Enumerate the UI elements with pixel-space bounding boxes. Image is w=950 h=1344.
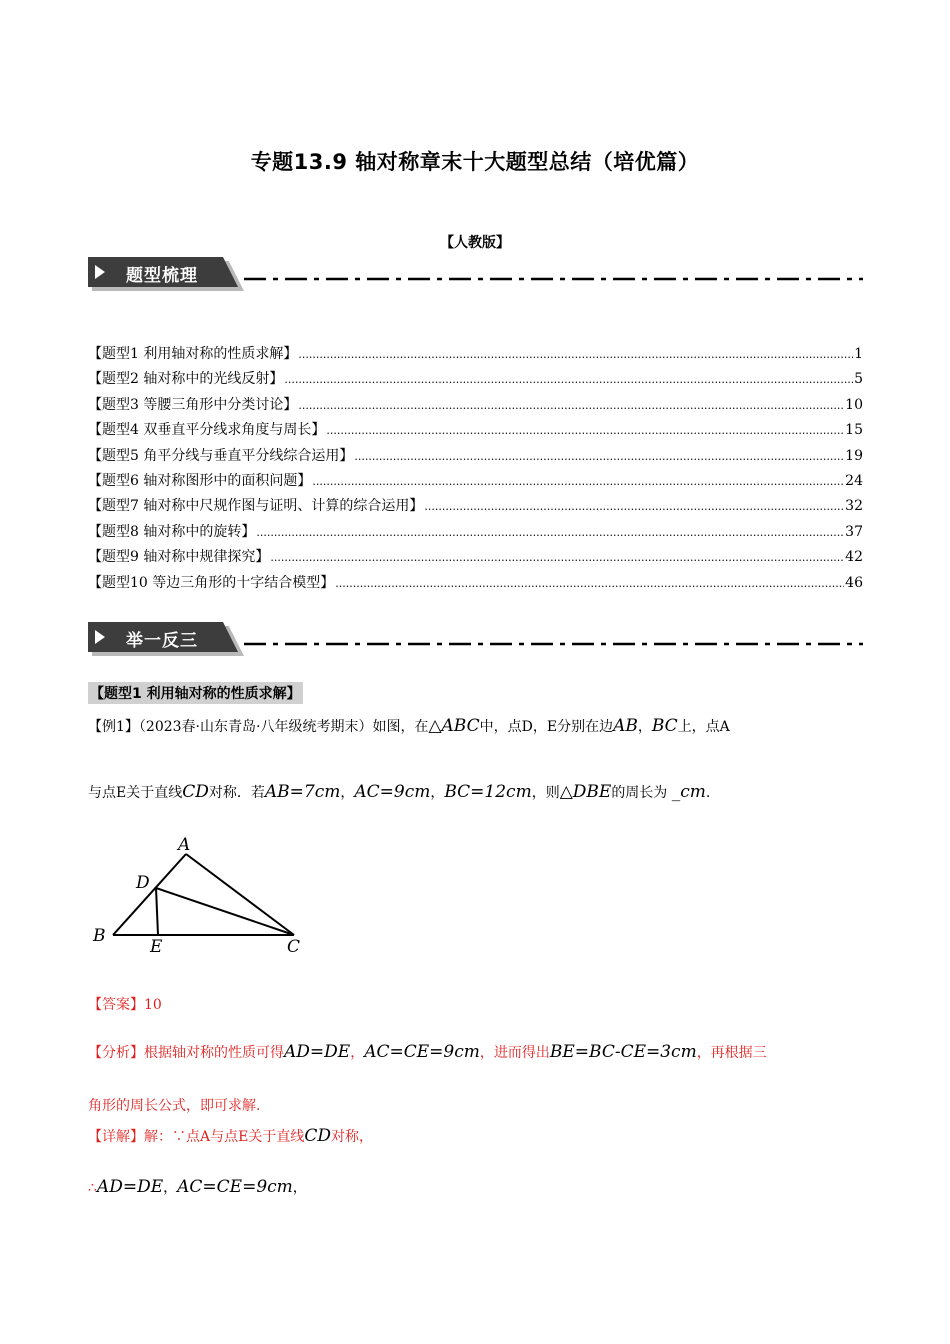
- line-cd: CD: [182, 782, 209, 802]
- toc-page-number: 10: [845, 396, 863, 413]
- text: ，则: [531, 785, 560, 801]
- play-arrow-icon: [95, 265, 105, 279]
- toc-entry[interactable]: [88, 343, 863, 368]
- edition-label: 【人教版】: [440, 235, 510, 251]
- detail-line-2: ∴AD=DE，AC=CE=9cm，: [88, 1177, 307, 1197]
- toc-leader-dots: [326, 422, 844, 438]
- document-title: 专题13.9 轴对称章末十大题型总结（培优篇）: [250, 150, 700, 174]
- label-c: C: [287, 937, 301, 957]
- toc-entry[interactable]: [88, 368, 863, 393]
- text: 对称，: [330, 1129, 373, 1145]
- segment-ab: AB: [613, 716, 638, 736]
- toc-entry-title: 【题型3 等腰三角形中分类讨论】: [88, 396, 298, 413]
- analysis-line-2: 角形的周长公式，即可求解.: [88, 1098, 261, 1114]
- dash-dot-line: [244, 642, 863, 646]
- banner-label: 举一反三: [126, 631, 198, 651]
- segment-bc: BC: [651, 716, 678, 736]
- label-e: E: [150, 937, 163, 957]
- toc-page-number: 5: [854, 371, 863, 388]
- equation: BC=12cm: [444, 782, 532, 802]
- therefore-symbol: ∴: [88, 1180, 97, 1196]
- triangle-abc: △ABC: [428, 716, 480, 736]
- detail-label: 【详解】: [88, 1129, 144, 1145]
- toc-entry-title: 【题型7 轴对称中尺规作图与证明、计算的综合运用】: [88, 498, 424, 515]
- segment-de-line: [156, 888, 158, 935]
- toc-entry-title: 【题型1 利用轴对称的性质求解】: [88, 346, 298, 362]
- toc-leader-dots: [270, 549, 844, 565]
- answer-line: [88, 994, 863, 1014]
- example-line-2: 与点E关于直线CD对称．若AB=7cm，AC=9cm，BC=12cm，则△DBE的周长为 _cm.: [88, 782, 711, 802]
- segment-dc-line: [156, 888, 294, 935]
- toc-leader-dots: [354, 448, 844, 464]
- toc-leader-dots: [298, 397, 844, 413]
- analysis-line-1: 【分析】根据轴对称的性质可得AD=DE，AC=CE=9cm，进而得出BE=BC-CE=3cm，再根据三: [88, 1042, 767, 1062]
- equation: AC=9cm: [354, 782, 431, 802]
- example-source: （2023春·山东青岛·八年级统考期末）如图，在: [138, 719, 429, 735]
- toc-entry[interactable]: [88, 394, 863, 419]
- section-banner-overview: [88, 257, 863, 293]
- text: 根据轴对称的性质可得: [144, 1045, 284, 1061]
- toc-page-number: 15: [845, 422, 863, 439]
- toc-entry-title: 【题型8 轴对称中的旋转】: [88, 523, 256, 540]
- text: 上，点A: [677, 719, 730, 735]
- section-banner-practice: [88, 622, 863, 658]
- toc-entry[interactable]: [88, 572, 863, 597]
- triangle-dbe: △DBE: [559, 782, 612, 802]
- analysis-label: 【分析】: [88, 1045, 144, 1061]
- toc-entry-title: 【题型9 轴对称中规律探究】: [88, 549, 270, 566]
- toc-page-number: 19: [845, 447, 863, 464]
- toc-entry[interactable]: [88, 445, 863, 470]
- text: ，: [637, 719, 652, 735]
- text: ，再根据三: [696, 1045, 767, 1061]
- text: 中，点D，E分别在边: [479, 719, 614, 735]
- example-line-1: [88, 716, 863, 736]
- equation: AC=CE=9cm: [364, 1042, 480, 1062]
- toc-page-number: 37: [845, 523, 863, 540]
- equation: BE=BC-CE=3cm: [549, 1042, 697, 1062]
- equation: AC=CE=9cm: [177, 1177, 293, 1197]
- label-b: B: [93, 926, 106, 946]
- toc-entry-title: 【题型6 轴对称图形中的面积问题】: [88, 472, 312, 489]
- text: 对称．若: [208, 785, 265, 801]
- toc-leader-dots: [424, 498, 844, 514]
- text: ，: [292, 1180, 307, 1196]
- equation: AD=DE: [284, 1042, 351, 1062]
- triangle-figure: [88, 828, 318, 958]
- toc-entry[interactable]: [88, 470, 863, 495]
- toc-page-number: 1: [854, 346, 863, 362]
- answer-value: 10: [144, 997, 162, 1013]
- text: 与点E关于直线: [88, 785, 183, 801]
- equation: AB=7cm: [264, 782, 341, 802]
- section-heading: 【题型1 利用轴对称的性质求解】: [88, 682, 303, 704]
- equation: AD=DE: [96, 1177, 164, 1197]
- line-cd: CD: [304, 1126, 331, 1146]
- table-of-contents: [88, 343, 863, 597]
- label-a: A: [178, 835, 191, 855]
- play-arrow-icon: [95, 630, 105, 644]
- toc-leader-dots: [284, 371, 853, 387]
- toc-entry-title: 【题型5 角平分线与垂直平分线综合运用】: [88, 447, 354, 464]
- text: .: [705, 785, 711, 801]
- banner-label: 题型梳理: [126, 266, 198, 286]
- toc-page-number: 24: [845, 472, 863, 489]
- segment-ac-line: [186, 854, 294, 935]
- text: 的周长为: [611, 785, 672, 801]
- toc-entry-title: 【题型2 轴对称中的光线反射】: [88, 371, 284, 388]
- toc-leader-dots: [312, 473, 844, 489]
- toc-entry[interactable]: [88, 495, 863, 520]
- label-d: D: [136, 873, 150, 893]
- toc-page-number: 32: [845, 498, 863, 515]
- toc-leader-dots: [335, 575, 844, 591]
- dash-dot-line: [244, 277, 863, 281]
- toc-leader-dots: [256, 524, 844, 540]
- text: 解：∵点A与点E关于直线: [144, 1129, 305, 1145]
- toc-leader-dots: [298, 346, 853, 362]
- answer-blank: _cm: [671, 782, 706, 802]
- toc-entry-title: 【题型10 等边三角形的十字结合模型】: [88, 574, 335, 591]
- toc-entry[interactable]: [88, 521, 863, 546]
- toc-entry-title: 【题型4 双垂直平分线求角度与周长】: [88, 422, 326, 439]
- detail-line-1: [88, 1126, 863, 1146]
- toc-entry[interactable]: [88, 419, 863, 444]
- toc-page-number: 46: [845, 574, 863, 591]
- example-label: 【例1】: [88, 719, 139, 735]
- toc-entry[interactable]: [88, 546, 863, 571]
- text: ，进而得出: [479, 1045, 550, 1061]
- answer-label: 【答案】: [88, 997, 144, 1013]
- toc-page-number: 42: [845, 549, 863, 566]
